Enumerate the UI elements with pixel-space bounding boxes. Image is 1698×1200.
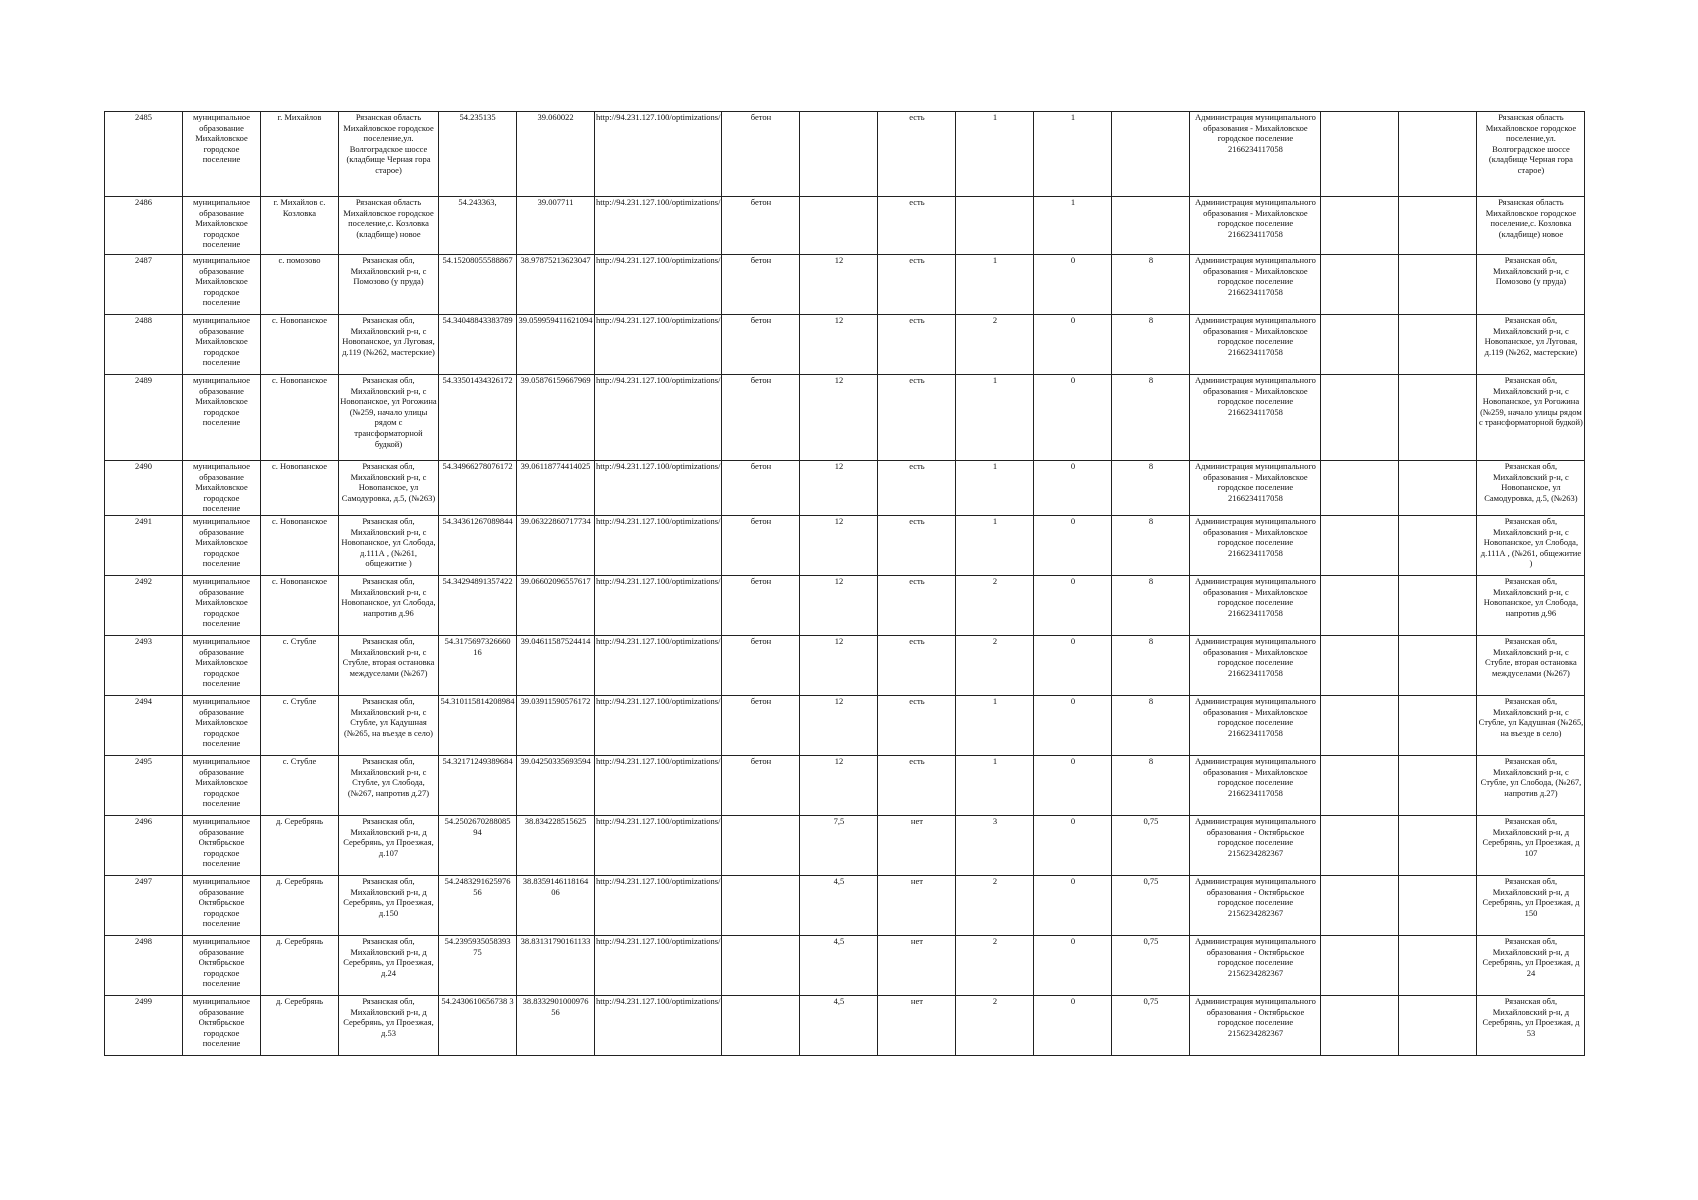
table-row	[105, 936, 1585, 996]
cell-surface: бетон	[722, 375, 800, 461]
table-row	[105, 696, 1585, 756]
cell-admin: Администрация муниципального образования - Октябрьское городское поселение 2156234282367	[1190, 816, 1321, 876]
cell-lat: 54.235135	[439, 112, 517, 197]
cell-num: 2493	[105, 636, 183, 696]
cell-address2: Рязанская обл, Михайловский р-н, д Серебрянь, ул Проезжая, д 107	[1477, 816, 1585, 876]
cell-col12: 0	[1034, 255, 1112, 315]
cell-admin: Администрация муниципального образования - Михайловское городское поселение 2166234117058	[1190, 461, 1321, 516]
cell-municipality: муниципальное образование Михайловское городское поселение	[183, 315, 261, 375]
cell-col15	[1321, 315, 1399, 375]
cell-col13: 8	[1112, 696, 1190, 756]
cell-surface: бетон	[722, 461, 800, 516]
cell-containers: 2	[956, 876, 1034, 936]
cell-lat: 54.3175697326660 16	[439, 636, 517, 696]
cell-col13: 8	[1112, 255, 1190, 315]
cell-num: 2490	[105, 461, 183, 516]
cell-admin: Администрация муниципального образования - Михайловское городское поселение 2166234117058	[1190, 315, 1321, 375]
cell-surface: бетон	[722, 255, 800, 315]
table-row	[105, 112, 1585, 197]
cell-locality: г. Михайлов с. Козловка	[261, 197, 339, 255]
cell-containers: 1	[956, 756, 1034, 816]
cell-lon: 38.834228515625	[517, 816, 595, 876]
cell-col13: 0,75	[1112, 816, 1190, 876]
cell-url: http://94.231.127.100/optimizations/	[595, 816, 722, 876]
cell-url: http://94.231.127.100/optimizations/	[595, 375, 722, 461]
table-row	[105, 197, 1585, 255]
table-row	[105, 375, 1585, 461]
cell-address: Рязанская обл, Михайловский р-н, д Серебрянь, ул Проезжая, д.150	[339, 876, 439, 936]
cell-address: Рязанская область Михайловское городское поселение,с. Козловка (кладбище) новое	[339, 197, 439, 255]
cell-admin: Администрация муниципального образования - Михайловское городское поселение 2166234117058	[1190, 112, 1321, 197]
cell-url: http://94.231.127.100/optimizations/	[595, 936, 722, 996]
cell-area: 12	[800, 516, 878, 576]
cell-municipality: муниципальное образование Михайловское городское поселение	[183, 112, 261, 197]
cell-col12: 0	[1034, 315, 1112, 375]
cell-col15	[1321, 936, 1399, 996]
cell-col13: 8	[1112, 576, 1190, 636]
cell-num: 2496	[105, 816, 183, 876]
cell-col15	[1321, 696, 1399, 756]
cell-lon: 38.8332901000976 56	[517, 996, 595, 1056]
cell-col12: 0	[1034, 936, 1112, 996]
cell-col13: 8	[1112, 756, 1190, 816]
cell-containers: 2	[956, 315, 1034, 375]
cell-col15	[1321, 112, 1399, 197]
cell-address: Рязанская обл, Михайловский р-н, с Новопанское, ул Луговая, д.119 (№262, мастерские)	[339, 315, 439, 375]
cell-address2: Рязанская обл, Михайловский р-н, с Стубле, вторая остановка междуселами (№267)	[1477, 636, 1585, 696]
cell-address: Рязанская обл, Михайловский р-н, с Новопанское, ул Самодуровка, д.5, (№263)	[339, 461, 439, 516]
cell-lat: 54.310115814208984	[439, 696, 517, 756]
cell-col12: 0	[1034, 996, 1112, 1056]
cell-containers: 2	[956, 636, 1034, 696]
cell-col16	[1399, 636, 1477, 696]
cell-address2: Рязанская обл, Михайловский р-н, с Новопанское, ул Слобода, напротив д.96	[1477, 576, 1585, 636]
cell-col12: 0	[1034, 876, 1112, 936]
cell-address2: Рязанская обл, Михайловский р-н, с Новопанское, ул Слобода, д.111А , (№261, общежитие )	[1477, 516, 1585, 576]
cell-containers	[956, 197, 1034, 255]
cell-lon: 39.03911590576172	[517, 696, 595, 756]
cell-col16	[1399, 696, 1477, 756]
cell-locality: с. Стубле	[261, 756, 339, 816]
cell-containers: 3	[956, 816, 1034, 876]
cell-locality: с. Стубле	[261, 696, 339, 756]
cell-municipality: муниципальное образование Михайловское городское поселение	[183, 461, 261, 516]
cell-area: 12	[800, 696, 878, 756]
cell-area: 12	[800, 756, 878, 816]
cell-col16	[1399, 516, 1477, 576]
cell-col16	[1399, 576, 1477, 636]
cell-url: http://94.231.127.100/optimizations/	[595, 756, 722, 816]
cell-lat: 54.2502670288085 94	[439, 816, 517, 876]
cell-num: 2498	[105, 936, 183, 996]
cell-col15	[1321, 636, 1399, 696]
cell-num: 2491	[105, 516, 183, 576]
cell-col12: 0	[1034, 816, 1112, 876]
cell-lon: 39.06118774414025	[517, 461, 595, 516]
cell-locality: с. Новопанское	[261, 315, 339, 375]
cell-admin: Администрация муниципального образования - Михайловское городское поселение 2166234117058	[1190, 255, 1321, 315]
cell-col16	[1399, 461, 1477, 516]
cell-municipality: муниципальное образование Октябрьское городское поселение	[183, 996, 261, 1056]
cell-surface: бетон	[722, 315, 800, 375]
cell-col12: 0	[1034, 516, 1112, 576]
cell-municipality: муниципальное образование Октябрьское городское поселение	[183, 876, 261, 936]
cell-lat: 54.34966278076172	[439, 461, 517, 516]
cell-admin: Администрация муниципального образования - Михайловское городское поселение 2166234117058	[1190, 636, 1321, 696]
cell-fence: нет	[878, 996, 956, 1056]
cell-col15	[1321, 255, 1399, 315]
cell-col13: 0,75	[1112, 936, 1190, 996]
cell-area: 12	[800, 576, 878, 636]
cell-address: Рязанская область Михайловское городское поселение,ул. Волгоградское шоссе (кладбище Черная гора старое)	[339, 112, 439, 197]
cell-lat: 54.34361267089844	[439, 516, 517, 576]
cell-admin: Администрация муниципального образования - Михайловское городское поселение 2166234117058	[1190, 375, 1321, 461]
table-row	[105, 756, 1585, 816]
cell-col16	[1399, 255, 1477, 315]
cell-url: http://94.231.127.100/optimizations/	[595, 255, 722, 315]
cell-fence: нет	[878, 816, 956, 876]
cell-containers: 1	[956, 516, 1034, 576]
cell-address2: Рязанская обл, Михайловский р-н, д Серебрянь, ул Проезжая, д 24	[1477, 936, 1585, 996]
cell-num: 2485	[105, 112, 183, 197]
cell-col13: 8	[1112, 636, 1190, 696]
cell-lon: 39.04611587524414	[517, 636, 595, 696]
cell-surface: бетон	[722, 756, 800, 816]
cell-locality: д. Серебрянь	[261, 816, 339, 876]
cell-area: 12	[800, 315, 878, 375]
cell-col15	[1321, 576, 1399, 636]
cell-surface: бетон	[722, 516, 800, 576]
cell-col15	[1321, 876, 1399, 936]
cell-locality: с. помозово	[261, 255, 339, 315]
table-row	[105, 636, 1585, 696]
cell-area: 7,5	[800, 816, 878, 876]
registry-table	[104, 111, 1585, 1056]
cell-admin: Администрация муниципального образования - Михайловское городское поселение 2166234117058	[1190, 756, 1321, 816]
cell-surface: бетон	[722, 197, 800, 255]
cell-col13: 8	[1112, 375, 1190, 461]
cell-fence: есть	[878, 696, 956, 756]
cell-fence: нет	[878, 876, 956, 936]
cell-fence: есть	[878, 375, 956, 461]
cell-fence: есть	[878, 516, 956, 576]
cell-admin: Администрация муниципального образования - Октябрьское городское поселение 2156234282367	[1190, 876, 1321, 936]
cell-address2: Рязанская обл, Михайловский р-н, с Стубле, ул Слобода, (№267, напротив д.27)	[1477, 756, 1585, 816]
table-row	[105, 516, 1585, 576]
cell-address: Рязанская обл, Михайловский р-н, с Новопанское, ул Слобода, д.111А , (№261, общежитие )	[339, 516, 439, 576]
cell-containers: 1	[956, 696, 1034, 756]
cell-col13: 0,75	[1112, 876, 1190, 936]
cell-address2: Рязанская обл, Михайловский р-н, с Стубле, ул Кадушная (№265, на въезде в село)	[1477, 696, 1585, 756]
cell-surface: бетон	[722, 636, 800, 696]
cell-col16	[1399, 315, 1477, 375]
cell-url: http://94.231.127.100/optimizations/	[595, 112, 722, 197]
cell-col15	[1321, 996, 1399, 1056]
cell-url: http://94.231.127.100/optimizations/	[595, 696, 722, 756]
cell-municipality: муниципальное образование Михайловское городское поселение	[183, 756, 261, 816]
cell-col16	[1399, 756, 1477, 816]
cell-area: 4,5	[800, 876, 878, 936]
cell-containers: 2	[956, 996, 1034, 1056]
cell-address2: Рязанская область Михайловское городское поселение,ул. Волгоградское шоссе (кладбище Черная гора старое)	[1477, 112, 1585, 197]
cell-col16	[1399, 876, 1477, 936]
cell-lat: 54.2395935058393 75	[439, 936, 517, 996]
cell-municipality: муниципальное образование Михайловское городское поселение	[183, 375, 261, 461]
cell-area: 4,5	[800, 996, 878, 1056]
cell-containers: 1	[956, 255, 1034, 315]
cell-locality: с. Новопанское	[261, 516, 339, 576]
cell-fence: есть	[878, 112, 956, 197]
table-row	[105, 576, 1585, 636]
cell-lon: 39.059959411621094	[517, 315, 595, 375]
table-row	[105, 816, 1585, 876]
cell-surface: бетон	[722, 576, 800, 636]
cell-municipality: муниципальное образование Октябрьское городское поселение	[183, 816, 261, 876]
cell-lon: 39.06322860717734	[517, 516, 595, 576]
cell-admin: Администрация муниципального образования - Михайловское городское поселение 2166234117058	[1190, 516, 1321, 576]
table-row	[105, 996, 1585, 1056]
cell-col12: 0	[1034, 756, 1112, 816]
cell-url: http://94.231.127.100/optimizations/	[595, 996, 722, 1056]
cell-surface: бетон	[722, 112, 800, 197]
cell-url: http://94.231.127.100/optimizations/	[595, 636, 722, 696]
cell-locality: д. Серебрянь	[261, 936, 339, 996]
cell-locality: с. Новопанское	[261, 576, 339, 636]
cell-admin: Администрация муниципального образования - Октябрьское городское поселение 2156234282367	[1190, 996, 1321, 1056]
cell-lat: 54.2483291625976 56	[439, 876, 517, 936]
cell-fence: есть	[878, 461, 956, 516]
cell-lat: 54.243363,	[439, 197, 517, 255]
cell-locality: д. Серебрянь	[261, 876, 339, 936]
cell-num: 2488	[105, 315, 183, 375]
cell-address: Рязанская обл, Михайловский р-н, с Стубле, ул Слобода, (№267, напротив д.27)	[339, 756, 439, 816]
cell-lon: 38.8359146118164 06	[517, 876, 595, 936]
cell-area: 12	[800, 375, 878, 461]
cell-col15	[1321, 197, 1399, 255]
cell-col12: 1	[1034, 112, 1112, 197]
cell-municipality: муниципальное образование Октябрьское городское поселение	[183, 936, 261, 996]
cell-surface	[722, 816, 800, 876]
cell-col13: 8	[1112, 516, 1190, 576]
cell-containers: 2	[956, 936, 1034, 996]
cell-address2: Рязанская обл, Михайловский р-н, д Серебрянь, ул Проезжая, д 53	[1477, 996, 1585, 1056]
table-row	[105, 876, 1585, 936]
cell-containers: 1	[956, 112, 1034, 197]
cell-url: http://94.231.127.100/optimizations/	[595, 315, 722, 375]
cell-col16	[1399, 936, 1477, 996]
cell-lon: 38.83131790161133	[517, 936, 595, 996]
cell-url: http://94.231.127.100/optimizations/	[595, 876, 722, 936]
cell-area: 12	[800, 461, 878, 516]
cell-col16	[1399, 197, 1477, 255]
cell-containers: 1	[956, 375, 1034, 461]
cell-num: 2499	[105, 996, 183, 1056]
cell-num: 2489	[105, 375, 183, 461]
cell-col15	[1321, 756, 1399, 816]
cell-locality: г. Михайлов	[261, 112, 339, 197]
cell-url: http://94.231.127.100/optimizations/	[595, 576, 722, 636]
cell-fence: есть	[878, 197, 956, 255]
cell-fence: есть	[878, 576, 956, 636]
cell-fence: нет	[878, 936, 956, 996]
cell-address: Рязанская обл, Михайловский р-н, с Новопанское, ул Рогожина (№259, начало улицы рядом с трансформаторной будкой)	[339, 375, 439, 461]
cell-col13	[1112, 197, 1190, 255]
cell-locality: с. Новопанское	[261, 375, 339, 461]
cell-col13: 0,75	[1112, 996, 1190, 1056]
table-row	[105, 315, 1585, 375]
cell-admin: Администрация муниципального образования - Михайловское городское поселение 2166234117058	[1190, 576, 1321, 636]
cell-admin: Администрация муниципального образования - Михайловское городское поселение 2166234117058	[1190, 696, 1321, 756]
cell-address2: Рязанская обл, Михайловский р-н, д Серебрянь, ул Проезжая, д 150	[1477, 876, 1585, 936]
cell-col15	[1321, 375, 1399, 461]
cell-locality: с. Стубле	[261, 636, 339, 696]
cell-col15	[1321, 516, 1399, 576]
cell-lat: 54.34048843383789	[439, 315, 517, 375]
cell-municipality: муниципальное образование Михайловское городское поселение	[183, 576, 261, 636]
cell-admin: Администрация муниципального образования - Октябрьское городское поселение 2156234282367	[1190, 936, 1321, 996]
cell-municipality: муниципальное образование Михайловское городское поселение	[183, 516, 261, 576]
cell-col16	[1399, 375, 1477, 461]
cell-surface	[722, 936, 800, 996]
cell-surface	[722, 876, 800, 936]
table-row	[105, 461, 1585, 516]
cell-num: 2494	[105, 696, 183, 756]
cell-lat: 54.15208055588867	[439, 255, 517, 315]
cell-lon: 39.060022	[517, 112, 595, 197]
cell-area	[800, 112, 878, 197]
cell-col15	[1321, 816, 1399, 876]
cell-locality: д. Серебрянь	[261, 996, 339, 1056]
cell-fence: есть	[878, 756, 956, 816]
cell-num: 2497	[105, 876, 183, 936]
cell-municipality: муниципальное образование Михайловское городское поселение	[183, 696, 261, 756]
cell-address: Рязанская обл, Михайловский р-н, с Новопанское, ул Слобода, напротив д.96	[339, 576, 439, 636]
cell-address: Рязанская обл, Михайловский р-н, д Серебрянь, ул Проезжая, д.53	[339, 996, 439, 1056]
cell-col15	[1321, 461, 1399, 516]
cell-address2: Рязанская обл, Михайловский р-н, с Помозово (у пруда)	[1477, 255, 1585, 315]
cell-address2: Рязанская обл, Михайловский р-н, с Новопанское, ул Рогожина (№259, начало улицы рядом с трансформаторной будкой)	[1477, 375, 1585, 461]
cell-address: Рязанская обл, Михайловский р-н, с Стубле, вторая остановка междуселами (№267)	[339, 636, 439, 696]
cell-containers: 1	[956, 461, 1034, 516]
cell-municipality: муниципальное образование Михайловское городское поселение	[183, 636, 261, 696]
cell-url: http://94.231.127.100/optimizations/	[595, 516, 722, 576]
cell-lat: 54.32171249389684	[439, 756, 517, 816]
cell-num: 2492	[105, 576, 183, 636]
cell-address: Рязанская обл, Михайловский р-н, д Серебрянь, ул Проезжая, д.24	[339, 936, 439, 996]
cell-municipality: муниципальное образование Михайловское городское поселение	[183, 255, 261, 315]
cell-lon: 38.97875213623047	[517, 255, 595, 315]
cell-col13: 8	[1112, 461, 1190, 516]
cell-num: 2495	[105, 756, 183, 816]
cell-col16	[1399, 112, 1477, 197]
cell-surface	[722, 996, 800, 1056]
cell-lon: 39.05876159667969	[517, 375, 595, 461]
cell-address2: Рязанская область Михайловское городское поселение,с. Козловка (кладбище) новое	[1477, 197, 1585, 255]
cell-municipality: муниципальное образование Михайловское городское поселение	[183, 197, 261, 255]
cell-col13: 8	[1112, 315, 1190, 375]
cell-col12: 0	[1034, 576, 1112, 636]
cell-fence: есть	[878, 255, 956, 315]
cell-locality: с. Новопанское	[261, 461, 339, 516]
cell-col16	[1399, 816, 1477, 876]
cell-address: Рязанская обл, Михайловский р-н, д Серебрянь, ул Проезжая, д.107	[339, 816, 439, 876]
cell-area	[800, 197, 878, 255]
cell-fence: есть	[878, 315, 956, 375]
cell-area: 4,5	[800, 936, 878, 996]
cell-col12: 0	[1034, 461, 1112, 516]
cell-col12: 1	[1034, 197, 1112, 255]
cell-col12: 0	[1034, 696, 1112, 756]
cell-lat: 54.34294891357422	[439, 576, 517, 636]
cell-admin: Администрация муниципального образования - Михайловское городское поселение 2166234117058	[1190, 197, 1321, 255]
cell-url: http://94.231.127.100/optimizations/	[595, 197, 722, 255]
cell-col12: 0	[1034, 375, 1112, 461]
cell-address: Рязанская обл, Михайловский р-н, с Стубле, ул Кадушная (№265, на въезде в село)	[339, 696, 439, 756]
cell-col13	[1112, 112, 1190, 197]
cell-surface: бетон	[722, 696, 800, 756]
cell-lon: 39.007711	[517, 197, 595, 255]
cell-area: 12	[800, 255, 878, 315]
cell-lat: 54.2430610656738 3	[439, 996, 517, 1056]
cell-area: 12	[800, 636, 878, 696]
cell-lat: 54.33501434326172	[439, 375, 517, 461]
cell-fence: есть	[878, 636, 956, 696]
cell-lon: 39.04250335693594	[517, 756, 595, 816]
cell-num: 2487	[105, 255, 183, 315]
cell-containers: 2	[956, 576, 1034, 636]
cell-address: Рязанская обл, Михайловский р-н, с Помозово (у пруда)	[339, 255, 439, 315]
cell-url: http://94.231.127.100/optimizations/	[595, 461, 722, 516]
cell-address2: Рязанская обл, Михайловский р-н, с Новопанское, ул Луговая, д.119 (№262, мастерские)	[1477, 315, 1585, 375]
cell-col12: 0	[1034, 636, 1112, 696]
cell-address2: Рязанская обл, Михайловский р-н, с Новопанское, ул Самодуровка, д.5, (№263)	[1477, 461, 1585, 516]
cell-col16	[1399, 996, 1477, 1056]
cell-lon: 39.06602096557617	[517, 576, 595, 636]
table-row	[105, 255, 1585, 315]
cell-num: 2486	[105, 197, 183, 255]
